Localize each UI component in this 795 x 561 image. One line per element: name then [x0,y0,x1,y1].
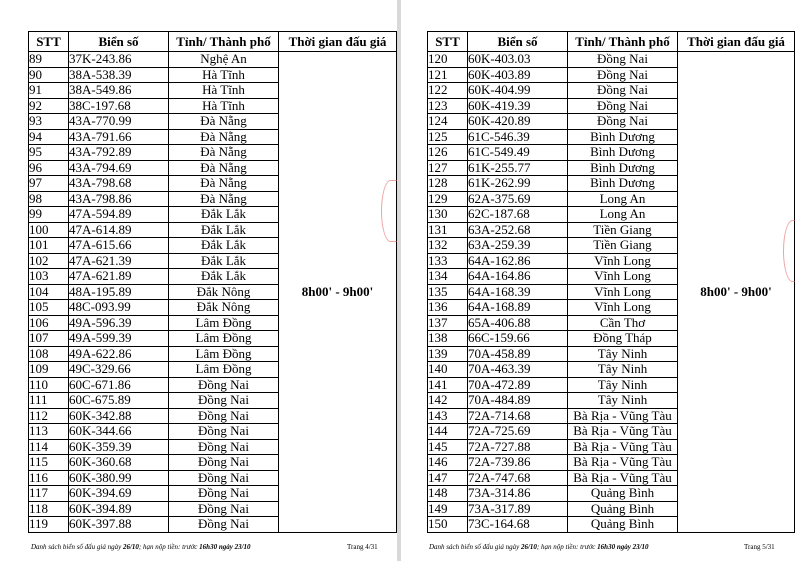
row-city: Tây Ninh [568,393,678,409]
row-stt: 143 [428,408,468,424]
row-city: Bình Dương [568,145,678,161]
row-plate: 72A-739.86 [468,455,568,471]
row-stt: 100 [29,222,69,238]
row-stt: 98 [29,191,69,207]
row-plate: 60K-394.89 [69,501,169,517]
page-number: Trang 4/31 [347,543,378,551]
row-stt: 89 [29,52,69,68]
row-stt: 124 [428,114,468,130]
plate-table-left [28,31,397,533]
row-city: Đồng Nai [169,501,279,517]
row-stt: 93 [29,114,69,130]
row-stt: 130 [428,207,468,223]
row-city: Đồng Nai [169,377,279,393]
row-plate: 49A-599.39 [69,331,169,347]
row-stt: 116 [29,470,69,486]
row-city: Đắk Lắk [169,238,279,254]
row-stt: 134 [428,269,468,285]
row-city: Đồng Nai [568,67,678,83]
row-plate: 61C-549.49 [468,145,568,161]
row-stt: 149 [428,501,468,517]
row-plate: 61C-546.39 [468,129,568,145]
row-city: Đắk Nông [169,300,279,316]
row-city: Hà Tĩnh [169,67,279,83]
row-plate: 60K-359.39 [69,439,169,455]
row-city: Đà Nẵng [169,129,279,145]
row-stt: 104 [29,284,69,300]
row-plate: 37K-243.86 [69,52,169,68]
row-city: Lâm Đồng [169,346,279,362]
row-stt: 99 [29,207,69,223]
row-city: Đồng Nai [169,517,279,533]
row-city: Lâm Đồng [169,315,279,331]
row-plate: 60K-360.68 [69,455,169,471]
table-body [29,52,397,533]
row-plate: 60K-397.88 [69,517,169,533]
row-plate: 60C-671.86 [69,377,169,393]
row-stt: 96 [29,160,69,176]
row-stt: 131 [428,222,468,238]
row-city: Đồng Nai [169,455,279,471]
header-plate: Biển số [69,32,169,52]
document-page-5 [401,0,795,561]
row-plate: 65A-406.88 [468,315,568,331]
row-plate: 43A-798.68 [69,176,169,192]
row-plate: 60K-403.03 [468,52,568,68]
row-stt: 92 [29,98,69,114]
row-city: Đắk Nông [169,284,279,300]
row-city: Long An [568,191,678,207]
row-city: Vĩnh Long [568,300,678,316]
row-stt: 110 [29,377,69,393]
row-city: Đồng Nai [568,114,678,130]
row-stt: 111 [29,393,69,409]
row-city: Đồng Nai [169,393,279,409]
plate-table-right [427,31,795,533]
row-stt: 102 [29,253,69,269]
page-footer [429,543,649,551]
row-city: Quảng Bình [568,501,678,517]
row-stt: 115 [29,455,69,471]
row-stt: 133 [428,253,468,269]
row-plate: 60K-394.69 [69,486,169,502]
row-stt: 140 [428,362,468,378]
row-stt: 126 [428,145,468,161]
row-city: Quảng Bình [568,486,678,502]
auction-time-slot: 8h00' - 9h00' [678,52,795,533]
row-city: Long An [568,207,678,223]
row-plate: 60C-675.89 [69,393,169,409]
row-city: Đà Nẵng [169,191,279,207]
row-plate: 43A-792.89 [69,145,169,161]
row-stt: 107 [29,331,69,347]
row-city: Quảng Bình [568,517,678,533]
row-plate: 38A-538.39 [69,67,169,83]
row-plate: 72A-714.68 [468,408,568,424]
row-plate: 43A-794.69 [69,160,169,176]
row-stt: 118 [29,501,69,517]
row-plate: 62A-375.69 [468,191,568,207]
row-plate: 47A-594.89 [69,207,169,223]
row-city: Đồng Nai [169,470,279,486]
row-city: Tây Ninh [568,377,678,393]
row-stt: 128 [428,176,468,192]
row-stt: 129 [428,191,468,207]
row-plate: 60K-403.89 [468,67,568,83]
row-stt: 113 [29,424,69,440]
row-city: Đồng Nai [169,424,279,440]
row-plate: 49A-596.39 [69,315,169,331]
footer-prefix: Danh sách biển số đấu giá ngày [31,543,123,551]
row-plate: 70A-458.89 [468,346,568,362]
footer-mid: ; hạn nộp tiền: trước [536,543,598,551]
row-stt: 91 [29,83,69,99]
footer-date: 26/10 [520,543,537,551]
page-number: Trang 5/31 [744,543,775,551]
table-row [428,52,795,68]
row-city: Vĩnh Long [568,284,678,300]
row-city: Hà Tĩnh [169,83,279,99]
row-stt: 142 [428,393,468,409]
row-plate: 48A-195.89 [69,284,169,300]
header-stt: STT [428,32,468,52]
row-stt: 106 [29,315,69,331]
footer-mid: ; hạn nộp tiền: trước [138,543,200,551]
row-plate: 73A-314.86 [468,486,568,502]
row-plate: 60K-380.99 [69,470,169,486]
row-stt: 103 [29,269,69,285]
row-plate: 47A-614.89 [69,222,169,238]
row-city: Đà Nẵng [169,114,279,130]
row-city: Bà Rịa - Vũng Tàu [568,424,678,440]
row-city: Đồng Nai [568,52,678,68]
header-time: Thời gian đấu giá [279,32,397,52]
row-plate: 62C-187.68 [468,207,568,223]
row-stt: 120 [428,52,468,68]
row-city: Bà Rịa - Vũng Tàu [568,408,678,424]
table-header-row [428,32,795,52]
row-city: Tây Ninh [568,362,678,378]
row-city: Đồng Tháp [568,331,678,347]
row-plate: 64A-168.89 [468,300,568,316]
auction-time-slot: 8h00' - 9h00' [279,52,397,533]
row-city: Tiền Giang [568,238,678,254]
row-stt: 117 [29,486,69,502]
footer-prefix: Danh sách biển số đấu giá ngày [429,543,521,551]
row-plate: 63A-252.68 [468,222,568,238]
footer-deadline: 16h30 ngày 23/10 [199,543,251,551]
row-stt: 123 [428,98,468,114]
row-stt: 147 [428,470,468,486]
table-body [428,52,795,533]
row-plate: 70A-484.89 [468,393,568,409]
row-stt: 141 [428,377,468,393]
row-plate: 64A-168.39 [468,284,568,300]
row-city: Bà Rịa - Vũng Tàu [568,455,678,471]
header-stt: STT [29,32,69,52]
row-stt: 125 [428,129,468,145]
row-stt: 150 [428,517,468,533]
row-city: Vĩnh Long [568,253,678,269]
row-city: Bình Dương [568,129,678,145]
row-stt: 109 [29,362,69,378]
row-plate: 64A-164.86 [468,269,568,285]
red-stamp-icon [783,220,795,282]
row-plate: 47A-621.89 [69,269,169,285]
row-plate: 38A-549.86 [69,83,169,99]
header-city: Tỉnh/ Thành phố [568,32,678,52]
row-city: Đồng Nai [568,83,678,99]
row-city: Đồng Nai [169,486,279,502]
row-plate: 73A-317.89 [468,501,568,517]
row-stt: 146 [428,455,468,471]
row-plate: 60K-419.39 [468,98,568,114]
row-city: Lâm Đồng [169,362,279,378]
row-city: Đà Nẵng [169,160,279,176]
row-plate: 70A-463.39 [468,362,568,378]
row-stt: 136 [428,300,468,316]
row-stt: 127 [428,160,468,176]
row-stt: 114 [29,439,69,455]
row-stt: 145 [428,439,468,455]
row-plate: 47A-621.39 [69,253,169,269]
row-stt: 112 [29,408,69,424]
row-plate: 70A-472.89 [468,377,568,393]
row-stt: 94 [29,129,69,145]
row-stt: 122 [428,83,468,99]
table-row [29,52,397,68]
row-stt: 108 [29,346,69,362]
row-city: Vĩnh Long [568,269,678,285]
row-stt: 132 [428,238,468,254]
document-page-4 [0,0,397,561]
row-plate: 49A-622.86 [69,346,169,362]
row-plate: 61K-255.77 [468,160,568,176]
header-time: Thời gian đấu giá [678,32,795,52]
row-stt: 105 [29,300,69,316]
row-plate: 64A-162.86 [468,253,568,269]
row-plate: 47A-615.66 [69,238,169,254]
row-plate: 43A-791.66 [69,129,169,145]
row-plate: 43A-798.86 [69,191,169,207]
row-plate: 60K-404.99 [468,83,568,99]
row-stt: 138 [428,331,468,347]
header-plate: Biển số [468,32,568,52]
row-city: Đồng Nai [169,408,279,424]
page-footer [31,543,251,551]
row-city: Đắk Lắk [169,207,279,223]
row-city: Bình Dương [568,160,678,176]
row-plate: 73C-164.68 [468,517,568,533]
row-plate: 63A-259.39 [468,238,568,254]
row-plate: 72A-747.68 [468,470,568,486]
row-city: Tiền Giang [568,222,678,238]
row-plate: 60K-344.66 [69,424,169,440]
row-stt: 95 [29,145,69,161]
row-city: Đắk Lắk [169,253,279,269]
row-city: Bà Rịa - Vũng Tàu [568,439,678,455]
row-city: Cần Thơ [568,315,678,331]
row-plate: 43A-770.99 [69,114,169,130]
footer-deadline: 16h30 ngày 23/10 [597,543,649,551]
row-stt: 137 [428,315,468,331]
row-stt: 121 [428,67,468,83]
row-city: Đồng Nai [568,98,678,114]
row-stt: 97 [29,176,69,192]
row-plate: 48C-093.99 [69,300,169,316]
row-city: Tây Ninh [568,346,678,362]
row-plate: 61K-262.99 [468,176,568,192]
row-plate: 72A-727.88 [468,439,568,455]
row-plate: 60K-420.89 [468,114,568,130]
row-city: Hà Tĩnh [169,98,279,114]
row-city: Nghệ An [169,52,279,68]
row-city: Đồng Nai [169,439,279,455]
row-city: Lâm Đồng [169,331,279,347]
row-stt: 90 [29,67,69,83]
row-stt: 119 [29,517,69,533]
row-city: Đắk Lắk [169,269,279,285]
row-stt: 101 [29,238,69,254]
row-stt: 144 [428,424,468,440]
footer-date: 26/10 [122,543,139,551]
row-city: Bà Rịa - Vũng Tàu [568,470,678,486]
row-plate: 72A-725.69 [468,424,568,440]
row-plate: 49C-329.66 [69,362,169,378]
row-plate: 38C-197.68 [69,98,169,114]
table-header-row [29,32,397,52]
header-city: Tỉnh/ Thành phố [169,32,279,52]
row-stt: 148 [428,486,468,502]
row-city: Bình Dương [568,176,678,192]
row-city: Đắk Lắk [169,222,279,238]
row-plate: 66C-159.66 [468,331,568,347]
row-stt: 139 [428,346,468,362]
row-stt: 135 [428,284,468,300]
row-plate: 60K-342.88 [69,408,169,424]
row-city: Đà Nẵng [169,176,279,192]
row-city: Đà Nẵng [169,145,279,161]
